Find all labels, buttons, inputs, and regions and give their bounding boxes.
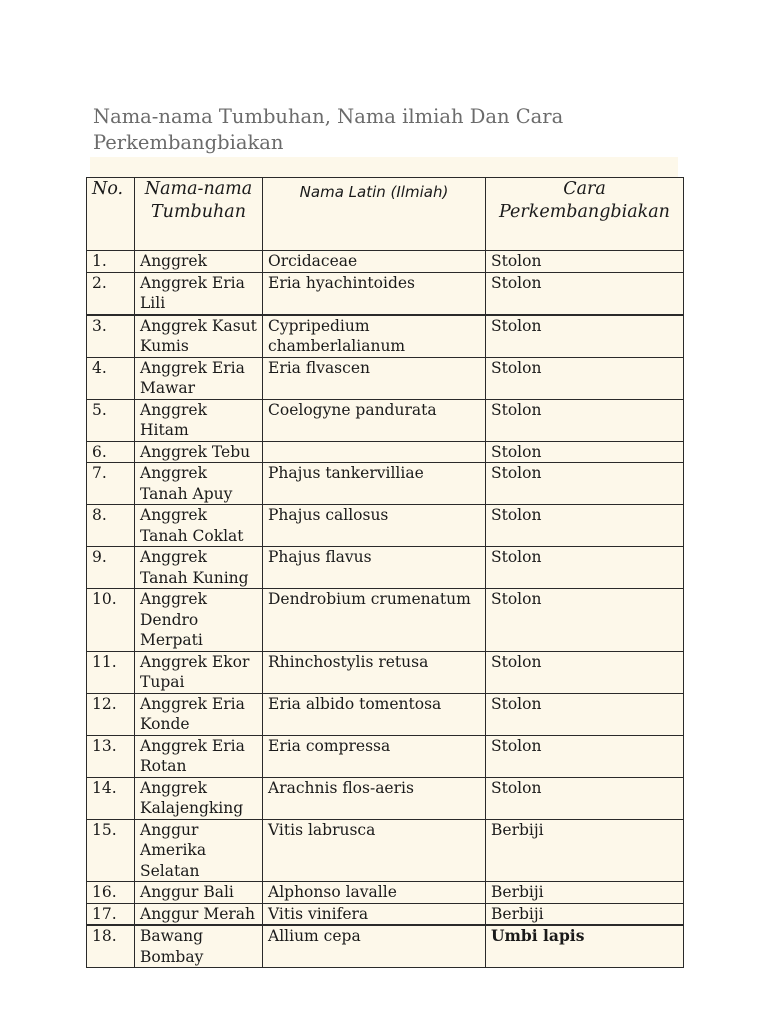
header-nama: Nama-nama Tumbuhan bbox=[135, 178, 263, 251]
cell-nama: Anggur Amerika Selatan bbox=[135, 819, 263, 882]
cell-cara: Stolon bbox=[486, 735, 684, 777]
cell-nama: Anggrek Tanah Apuy bbox=[135, 463, 263, 505]
cell-latin: Phajus callosus bbox=[263, 505, 486, 547]
cell-cara: Stolon bbox=[486, 315, 684, 358]
cell-cara: Stolon bbox=[486, 441, 684, 463]
cell-cara: Stolon bbox=[486, 463, 684, 505]
cell-cara: Berbiji bbox=[486, 819, 684, 882]
cell-nama: Anggrek Tanah Coklat bbox=[135, 505, 263, 547]
header-cara: Cara Perkembangbiakan bbox=[486, 178, 684, 251]
cell-latin: Vitis labrusca bbox=[263, 819, 486, 882]
cell-no: 14. bbox=[87, 777, 135, 819]
cell-no: 5. bbox=[87, 399, 135, 441]
cell-latin: Rhinchostylis retusa bbox=[263, 651, 486, 693]
cell-nama: Anggrek bbox=[135, 251, 263, 273]
cell-cara: Berbiji bbox=[486, 903, 684, 925]
table-row bbox=[87, 589, 684, 652]
cell-cara: Stolon bbox=[486, 399, 684, 441]
table-row bbox=[87, 463, 684, 505]
cell-no: 16. bbox=[87, 882, 135, 904]
page-title: Nama-nama Tumbuhan, Nama ilmiah Dan Cara Perkembangbiakan bbox=[93, 105, 564, 154]
cell-no: 3. bbox=[87, 315, 135, 358]
cell-no: 9. bbox=[87, 547, 135, 589]
table-row bbox=[87, 777, 684, 819]
header-no: No. bbox=[87, 178, 135, 251]
cell-cara: Stolon bbox=[486, 777, 684, 819]
cell-nama: Anggrek Kasut Kumis bbox=[135, 315, 263, 358]
cell-nama: Anggrek Kalajengking bbox=[135, 777, 263, 819]
header-latin: Nama Latin (Ilmiah) bbox=[263, 178, 486, 251]
table-header-row bbox=[87, 178, 684, 251]
cell-cara: Berbiji bbox=[486, 882, 684, 904]
cell-latin: Eria albido tomentosa bbox=[263, 693, 486, 735]
cell-no: 7. bbox=[87, 463, 135, 505]
cell-no: 13. bbox=[87, 735, 135, 777]
cell-nama: Bawang Bombay bbox=[135, 925, 263, 968]
cell-latin: Vitis vinifera bbox=[263, 903, 486, 925]
table-row bbox=[87, 547, 684, 589]
cell-no: 8. bbox=[87, 505, 135, 547]
table-row bbox=[87, 819, 684, 882]
table-row bbox=[87, 315, 684, 358]
cell-nama: Anggrek Tanah Kuning bbox=[135, 547, 263, 589]
cell-latin: Cypripedium chamberlalianum bbox=[263, 315, 486, 358]
cell-latin: Alphonso lavalle bbox=[263, 882, 486, 904]
cell-cara: Stolon bbox=[486, 272, 684, 315]
cell-no: 6. bbox=[87, 441, 135, 463]
table-row bbox=[87, 505, 684, 547]
cell-nama: Anggrek Ekor Tupai bbox=[135, 651, 263, 693]
cell-cara: Stolon bbox=[486, 693, 684, 735]
cell-no: 15. bbox=[87, 819, 135, 882]
cell-latin: Eria hyachintoides bbox=[263, 272, 486, 315]
table-row bbox=[87, 272, 684, 315]
cell-no: 18. bbox=[87, 925, 135, 968]
cell-no: 12. bbox=[87, 693, 135, 735]
table-row bbox=[87, 251, 684, 273]
cell-latin: Phajus flavus bbox=[263, 547, 486, 589]
cell-latin: Coelogyne pandurata bbox=[263, 399, 486, 441]
cell-nama: Anggrek Tebu bbox=[135, 441, 263, 463]
table-row bbox=[87, 399, 684, 441]
table-row bbox=[87, 735, 684, 777]
table-row bbox=[87, 357, 684, 399]
cell-cara: Stolon bbox=[486, 505, 684, 547]
table-body bbox=[87, 251, 684, 968]
cell-no: 10. bbox=[87, 589, 135, 652]
table-row bbox=[87, 441, 684, 463]
cell-nama: Anggrek Eria Mawar bbox=[135, 357, 263, 399]
cell-cara: Stolon bbox=[486, 547, 684, 589]
cell-nama: Anggrek Eria Lili bbox=[135, 272, 263, 315]
cell-no: 11. bbox=[87, 651, 135, 693]
plant-table bbox=[86, 177, 684, 968]
cell-cara: Umbi lapis bbox=[486, 925, 684, 968]
cell-latin: Dendrobium crumenatum bbox=[263, 589, 486, 652]
cell-no: 4. bbox=[87, 357, 135, 399]
cell-no: 17. bbox=[87, 903, 135, 925]
table-container bbox=[86, 177, 683, 968]
cell-nama: Anggrek Eria Konde bbox=[135, 693, 263, 735]
cell-cara: Stolon bbox=[486, 589, 684, 652]
cell-latin: Orcidaceae bbox=[263, 251, 486, 273]
cell-nama: Anggrek Dendro Merpati bbox=[135, 589, 263, 652]
cell-no: 2. bbox=[87, 272, 135, 315]
cell-cara: Stolon bbox=[486, 651, 684, 693]
cell-latin bbox=[263, 441, 486, 463]
table-row bbox=[87, 925, 684, 968]
cell-nama: Anggrek Hitam bbox=[135, 399, 263, 441]
cell-nama: Anggur Bali bbox=[135, 882, 263, 904]
header-band bbox=[90, 157, 678, 177]
cell-nama: Anggrek Eria Rotan bbox=[135, 735, 263, 777]
cell-latin: Arachnis flos-aeris bbox=[263, 777, 486, 819]
cell-cara: Stolon bbox=[486, 357, 684, 399]
cell-latin: Allium cepa bbox=[263, 925, 486, 968]
cell-latin: Eria compressa bbox=[263, 735, 486, 777]
cell-latin: Phajus tankervilliae bbox=[263, 463, 486, 505]
cell-nama: Anggur Merah bbox=[135, 903, 263, 925]
table-row bbox=[87, 882, 684, 904]
table-row bbox=[87, 693, 684, 735]
cell-latin: Eria flvascen bbox=[263, 357, 486, 399]
table-row bbox=[87, 651, 684, 693]
cell-no: 1. bbox=[87, 251, 135, 273]
cell-cara: Stolon bbox=[486, 251, 684, 273]
table-row bbox=[87, 903, 684, 925]
